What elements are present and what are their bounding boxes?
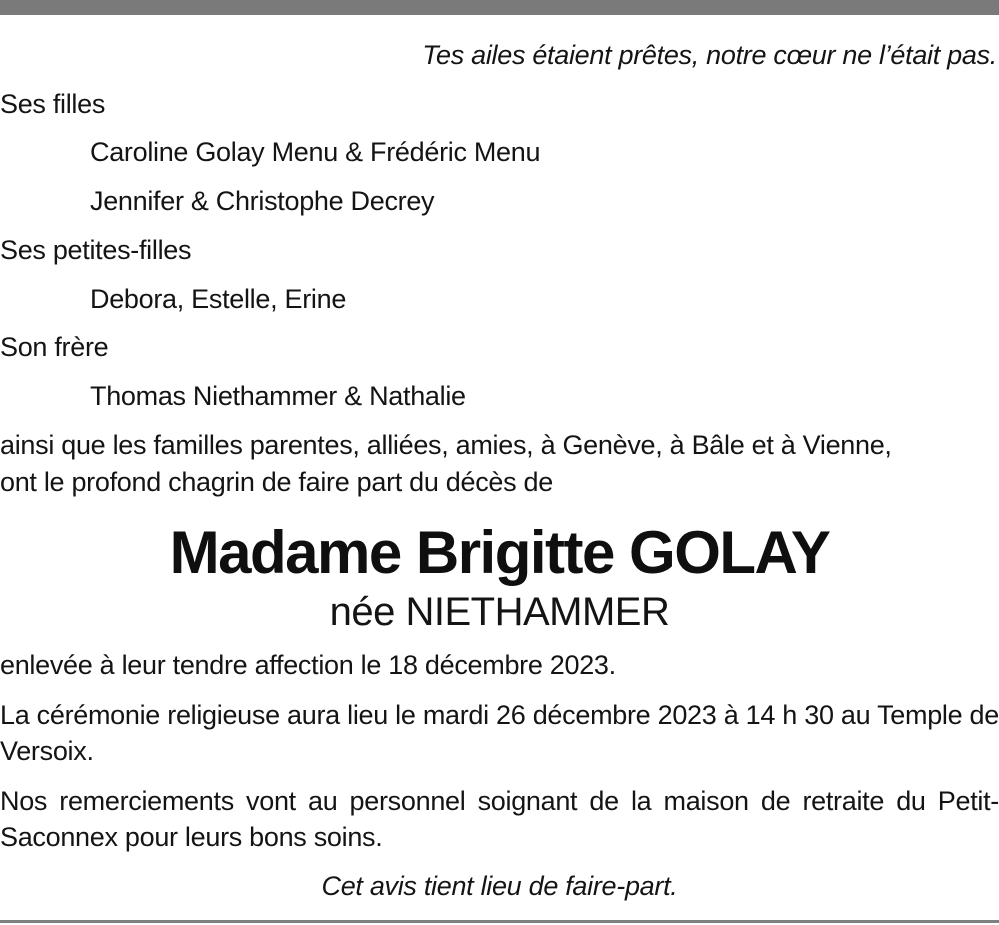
daughter-name: Caroline Golay Menu & Frédéric Menu [90,137,541,167]
thanks-paragraph: Nos remerciements vont au personnel soignant de la maison de retraite du Petit-Saconnex pour leurs bons soins. [0,786,999,852]
deceased-name: Madame Brigitte GOLAY [169,519,830,586]
brother-name: Thomas Niethammer & Nathalie [90,381,466,411]
daughter-name: Jennifer & Christophe Decrey [90,186,435,216]
granddaughters-label: Ses petites-filles [0,235,192,265]
brother-label: Son frère [0,332,109,362]
epigraph: Tes ailes étaient prêtes, notre cœur ne l’était pas. [422,40,997,70]
death-line: enlevée à leur tendre affection le 18 décembre 2023. [0,650,616,680]
bottom-rule [0,920,999,923]
closing-line: Cet avis tient lieu de faire-part. [321,871,678,901]
granddaughters-names: Debora, Estelle, Erine [90,284,347,314]
top-border-bar [0,0,999,15]
families-line: ainsi que les familles parentes, alliées, amies, à Genève, à Bâle et à Vienne, [0,430,892,460]
daughters-label: Ses filles [0,89,106,119]
announcement-line: ont le profond chagrin de faire part du décès de [0,467,553,497]
ceremony-paragraph: La cérémonie religieuse aura lieu le mardi 26 décembre 2023 à 14 h 30 au Temple de Versoix. [0,700,999,766]
maiden-name: née NIETHAMMER [329,590,670,634]
